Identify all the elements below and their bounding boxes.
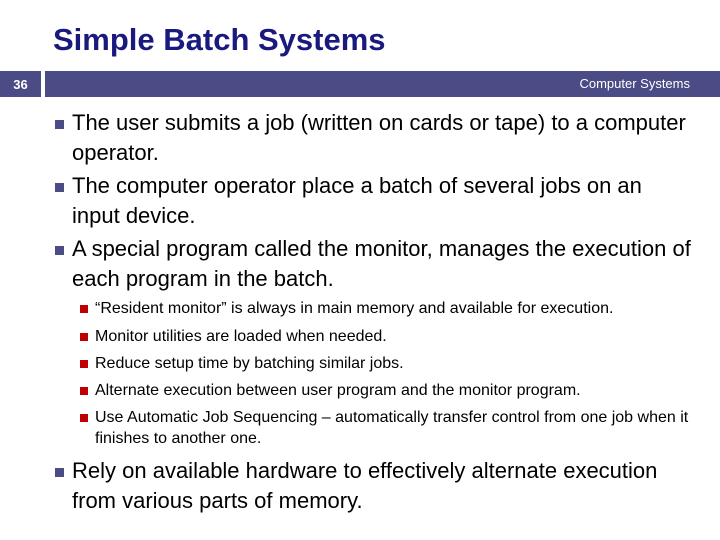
- sub-bullet-item: [80, 298, 690, 319]
- bullet-text: Rely on available hardware to effectively alternate execution from various parts of memory.: [72, 458, 658, 513]
- sub-bullet-item: [80, 407, 690, 449]
- slide-number: 36: [0, 71, 41, 97]
- sub-bullet-text: “Resident monitor” is always in main memory and available for execution.: [95, 300, 614, 317]
- square-bullet-icon: [80, 333, 88, 341]
- bullet-item: [55, 456, 695, 516]
- sub-bullet-text: Reduce setup time by batching similar jobs.: [95, 355, 404, 372]
- slide-title: Simple Batch Systems: [53, 22, 386, 57]
- bullet-item: [55, 234, 695, 294]
- sub-bullet-text: Use Automatic Job Sequencing – automatically transfer control from one job when it finishes to another one.: [95, 409, 689, 447]
- square-bullet-icon: [55, 246, 64, 255]
- header-band: [45, 71, 720, 97]
- header-bar: [0, 71, 720, 97]
- sub-bullet-item: [80, 326, 690, 347]
- bullet-text: The user submits a job (written on cards or tape) to a computer operator.: [72, 110, 686, 165]
- bullet-text: A special program called the monitor, manages the execution of each program in the batch.: [72, 236, 691, 291]
- square-bullet-icon: [80, 305, 88, 313]
- sub-bullet-text: Monitor utilities are loaded when needed.: [95, 328, 387, 345]
- square-bullet-icon: [80, 414, 88, 422]
- sub-bullet-item: [80, 353, 690, 374]
- square-bullet-icon: [80, 387, 88, 395]
- square-bullet-icon: [80, 360, 88, 368]
- sub-bullet-item: [80, 380, 690, 401]
- square-bullet-icon: [55, 120, 64, 129]
- sub-bullet-text: Alternate execution between user program and the monitor program.: [95, 382, 581, 399]
- bullet-item: [55, 171, 695, 231]
- square-bullet-icon: [55, 468, 64, 477]
- header-label: Computer Systems: [579, 76, 690, 91]
- bullet-item: [55, 108, 695, 168]
- square-bullet-icon: [55, 183, 64, 192]
- bullet-text: The computer operator place a batch of several jobs on an input device.: [72, 173, 642, 228]
